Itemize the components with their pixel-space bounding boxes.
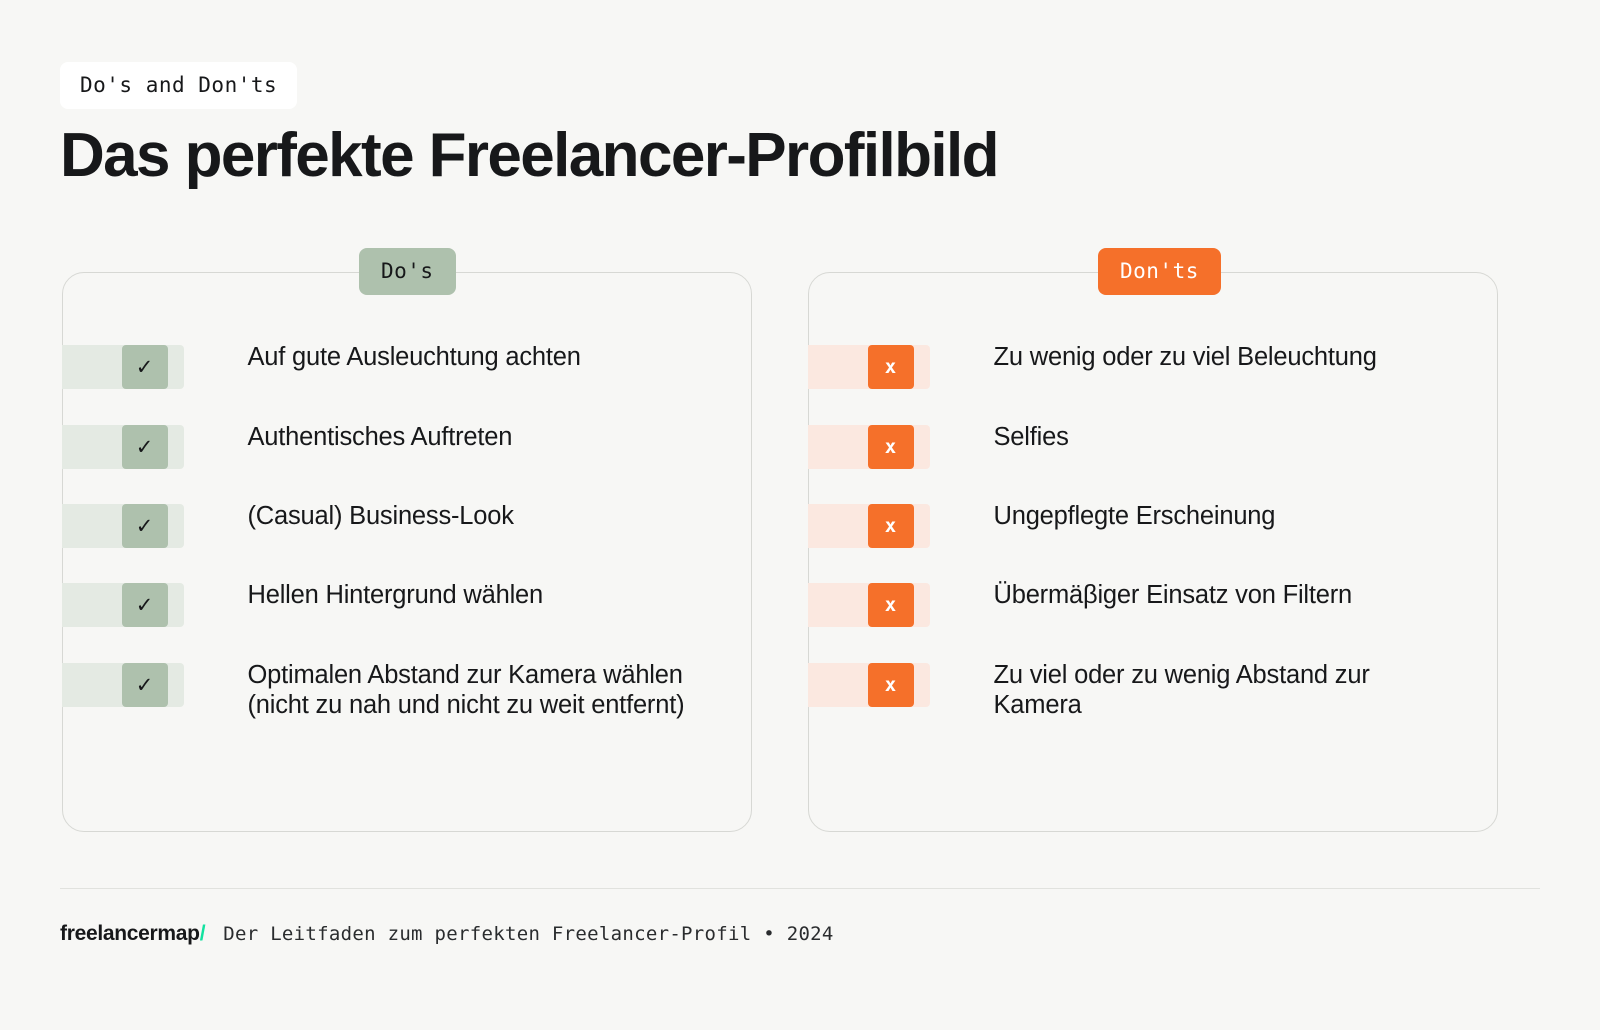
footer: [60, 922, 834, 946]
list-item-label: Hellen Hintergrund wählen: [247, 581, 544, 609]
list-item-label: Zu viel oder zu wenig Abstand zur Kamera: [993, 661, 1370, 719]
list-item-label: Optimalen Abstand zur Kamera wählen (nicht zu nah und nicht zu weit entfernt): [247, 661, 685, 719]
check-icon: ✓: [122, 583, 168, 627]
cross-icon: x: [868, 583, 914, 627]
cross-icon: x: [868, 345, 914, 389]
dos-card: [62, 272, 752, 832]
footer-divider: [60, 888, 1540, 889]
list-item-label: Ungepflegte Erscheinung: [993, 502, 1276, 530]
cross-icon: x: [868, 504, 914, 548]
eyebrow-badge: Do's and Don'ts: [60, 62, 297, 109]
footer-caption: Der Leitfaden zum perfekten Freelancer-Profil • 2024: [223, 923, 834, 945]
donts-card: [808, 272, 1498, 832]
page-title: Das perfekte Freelancer-Profilbild: [60, 121, 998, 190]
dos-list: [63, 273, 751, 831]
list-item-label: Selfies: [993, 423, 1069, 451]
check-icon: ✓: [122, 345, 168, 389]
brand-logo: [60, 922, 205, 946]
list-item-label: Authentisches Auftreten: [247, 423, 513, 451]
list-item-label: Auf gute Ausleuchtung achten: [247, 343, 581, 371]
dos-tag: Do's: [359, 248, 456, 295]
list-item-label: (Casual) Business-Look: [247, 502, 514, 530]
cross-icon: x: [868, 663, 914, 707]
donts-tag: Don'ts: [1098, 248, 1221, 295]
cross-icon: x: [868, 425, 914, 469]
check-icon: ✓: [122, 425, 168, 469]
list-item-label: Zu wenig oder zu viel Beleuchtung: [993, 343, 1377, 371]
brand-name: freelancermap: [60, 922, 200, 945]
donts-list: [809, 273, 1497, 831]
list-item-label: Übermäβiger Einsatz von Filtern: [993, 581, 1353, 609]
brand-slash: /: [199, 922, 206, 945]
check-icon: ✓: [122, 663, 168, 707]
check-icon: ✓: [122, 504, 168, 548]
